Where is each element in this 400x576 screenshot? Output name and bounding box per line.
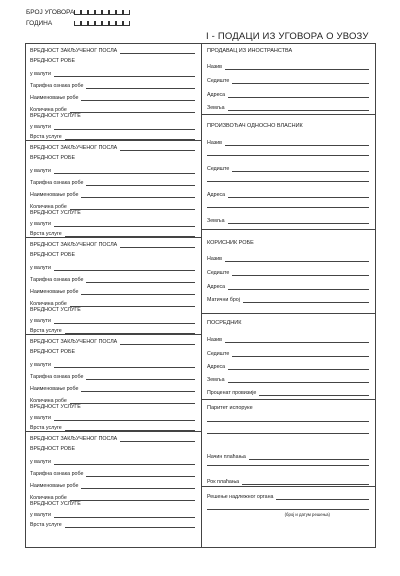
producer-name-field[interactable]: Назив <box>207 138 369 146</box>
seller-address-field[interactable]: Адреса <box>207 90 369 98</box>
section-heading: ПРОДАВАЦ ИЗ ИНОСТРАНСТВА <box>207 48 293 54</box>
service-type-field[interactable]: Врста услуге <box>30 520 195 528</box>
contract-number-field[interactable] <box>74 10 130 15</box>
goods-name-field[interactable]: Наименовање робе <box>30 93 195 101</box>
producer-seat-field[interactable]: Седиште <box>207 164 369 172</box>
seller-seat-field[interactable]: Седиште <box>207 76 369 84</box>
service-value-heading: ВРЕДНОСТ УСЛУГЕ <box>30 113 81 119</box>
service-type-field[interactable]: Врста услуге <box>30 326 195 334</box>
section-heading: ПРОИЗВОЂАЧ ОДНОСНО ВЛАСНИК <box>207 123 303 129</box>
service-value-heading: ВРЕДНОСТ УСЛУГЕ <box>30 404 81 410</box>
goods-currency-field[interactable]: у валути <box>30 69 195 77</box>
import-contract-form <box>25 43 376 548</box>
tariff-code-field[interactable]: Тарифна ознака робе <box>30 469 195 477</box>
tariff-code-field[interactable]: Тарифна ознака робе <box>30 81 195 89</box>
tariff-code-field[interactable]: Тарифна ознака робе <box>30 275 195 283</box>
intermediary-name-field[interactable]: Назив <box>207 335 369 343</box>
goods-value-heading: ВРЕДНОСТ РОБЕ <box>30 155 76 161</box>
form-title: I - ПОДАЦИ ИЗ УГОВОРА О УВОЗУ <box>206 31 369 42</box>
contract-value-field[interactable]: ВРЕДНОСТ ЗАКЉУЧЕНОГ ПОСЛА <box>30 434 195 442</box>
contract-block <box>26 432 201 547</box>
producer-name-line-2[interactable] <box>207 155 369 156</box>
commission-field[interactable]: Проценат провизије <box>207 388 369 396</box>
goods-name-field[interactable]: Наименовање робе <box>30 287 195 295</box>
section-heading: ПОСРЕДНИК <box>207 320 242 326</box>
producer-country-field[interactable]: Земља <box>207 216 369 224</box>
payment-deadline-field[interactable]: Рок плаћања <box>207 477 369 485</box>
goods-currency-field[interactable]: у валути <box>30 166 195 174</box>
service-type-field[interactable]: Врста услуге <box>30 229 195 237</box>
user-address-field[interactable]: Адреса <box>207 282 369 290</box>
quantity-field[interactable]: Количина робе <box>30 202 195 210</box>
seller-country-field[interactable]: Земља <box>207 103 369 111</box>
section-heading: КОРИСНИК РОБЕ <box>207 240 254 246</box>
service-value-heading: ВРЕДНОСТ УСЛУГЕ <box>30 307 81 313</box>
intermediary-seat-field[interactable]: Седиште <box>207 349 369 357</box>
service-currency-field[interactable]: у валути <box>30 219 195 227</box>
service-type-field[interactable]: Врста услуге <box>30 132 195 140</box>
goods-value-heading: ВРЕДНОСТ РОБЕ <box>30 58 76 64</box>
delivery-parity-label: Паритет испоруке <box>207 405 253 411</box>
contracts-column <box>26 44 202 547</box>
producer-address-line-2[interactable] <box>207 207 369 208</box>
contract-value-field[interactable]: ВРЕДНОСТ ЗАКЉУЧЕНОГ ПОСЛА <box>30 46 195 54</box>
decision-note: (број и датум решења) <box>284 512 330 517</box>
contract-block <box>26 141 201 238</box>
quantity-field[interactable]: Количина робе <box>30 493 195 501</box>
intermediary-section <box>202 314 375 400</box>
user-name-field[interactable]: Назив <box>207 254 369 262</box>
producer-address-field[interactable]: Адреса <box>207 190 369 198</box>
contract-value-field[interactable]: ВРЕДНОСТ ЗАКЉУЧЕНОГ ПОСЛА <box>30 337 195 345</box>
contract-value-field[interactable]: ВРЕДНОСТ ЗАКЉУЧЕНОГ ПОСЛА <box>30 143 195 151</box>
parties-column <box>202 44 375 547</box>
service-type-field[interactable]: Врста услуге <box>30 423 195 431</box>
service-value-heading: ВРЕДНОСТ УСЛУГЕ <box>30 501 81 507</box>
terms-section <box>202 400 375 487</box>
producer-seat-line-2[interactable] <box>207 181 369 182</box>
user-seat-field[interactable]: Седиште <box>207 268 369 276</box>
authority-decision-line-2[interactable] <box>207 509 369 510</box>
contract-block <box>26 44 201 141</box>
goods-value-heading: ВРЕДНОСТ РОБЕ <box>30 446 76 452</box>
goods-name-field[interactable]: Наименовање робе <box>30 190 195 198</box>
goods-name-field[interactable]: Наименовање робе <box>30 384 195 392</box>
year-label: ГОДИНА <box>26 20 53 27</box>
goods-value-heading: ВРЕДНОСТ РОБЕ <box>30 349 76 355</box>
payment-method-field[interactable]: Начин плаћања <box>207 452 369 460</box>
service-currency-field[interactable]: у валути <box>30 122 195 130</box>
authority-decision-field[interactable]: Решење надлежног органа <box>207 492 369 500</box>
contract-number-label: БРОЈ УГОВОРА <box>26 9 75 16</box>
quantity-field[interactable]: Количина робе <box>30 299 195 307</box>
authority-decision-section <box>202 487 375 547</box>
goods-value-heading: ВРЕДНОСТ РОБЕ <box>30 252 76 258</box>
foreign-seller-section <box>202 44 375 115</box>
goods-currency-field[interactable]: у валути <box>30 263 195 271</box>
quantity-field[interactable]: Количина робе <box>30 396 195 404</box>
service-currency-field[interactable]: у валути <box>30 413 195 421</box>
tariff-code-field[interactable]: Тарифна ознака робе <box>30 372 195 380</box>
contract-block <box>26 238 201 335</box>
tariff-code-field[interactable]: Тарифна ознака робе <box>30 178 195 186</box>
year-field[interactable] <box>74 21 130 26</box>
user-reg-no-field[interactable]: Матични број <box>207 295 369 303</box>
intermediary-country-field[interactable]: Земља <box>207 375 369 383</box>
seller-name-field[interactable]: Назив <box>207 62 369 70</box>
goods-user-section <box>202 230 375 314</box>
goods-name-field[interactable]: Наименовање робе <box>30 481 195 489</box>
service-currency-field[interactable]: у валути <box>30 510 195 518</box>
service-value-heading: ВРЕДНОСТ УСЛУГЕ <box>30 210 81 216</box>
producer-section <box>202 115 375 230</box>
delivery-parity-line-1[interactable] <box>207 421 369 422</box>
service-currency-field[interactable]: у валути <box>30 316 195 324</box>
delivery-parity-line-2[interactable] <box>207 433 369 434</box>
goods-currency-field[interactable]: у валути <box>30 457 195 465</box>
goods-currency-field[interactable]: у валути <box>30 360 195 368</box>
intermediary-address-field[interactable]: Адреса <box>207 362 369 370</box>
contract-block <box>26 335 201 432</box>
payment-method-line-2[interactable] <box>207 465 369 466</box>
contract-value-field[interactable]: ВРЕДНОСТ ЗАКЉУЧЕНОГ ПОСЛА <box>30 240 195 248</box>
quantity-field[interactable]: Количина робе <box>30 105 195 113</box>
